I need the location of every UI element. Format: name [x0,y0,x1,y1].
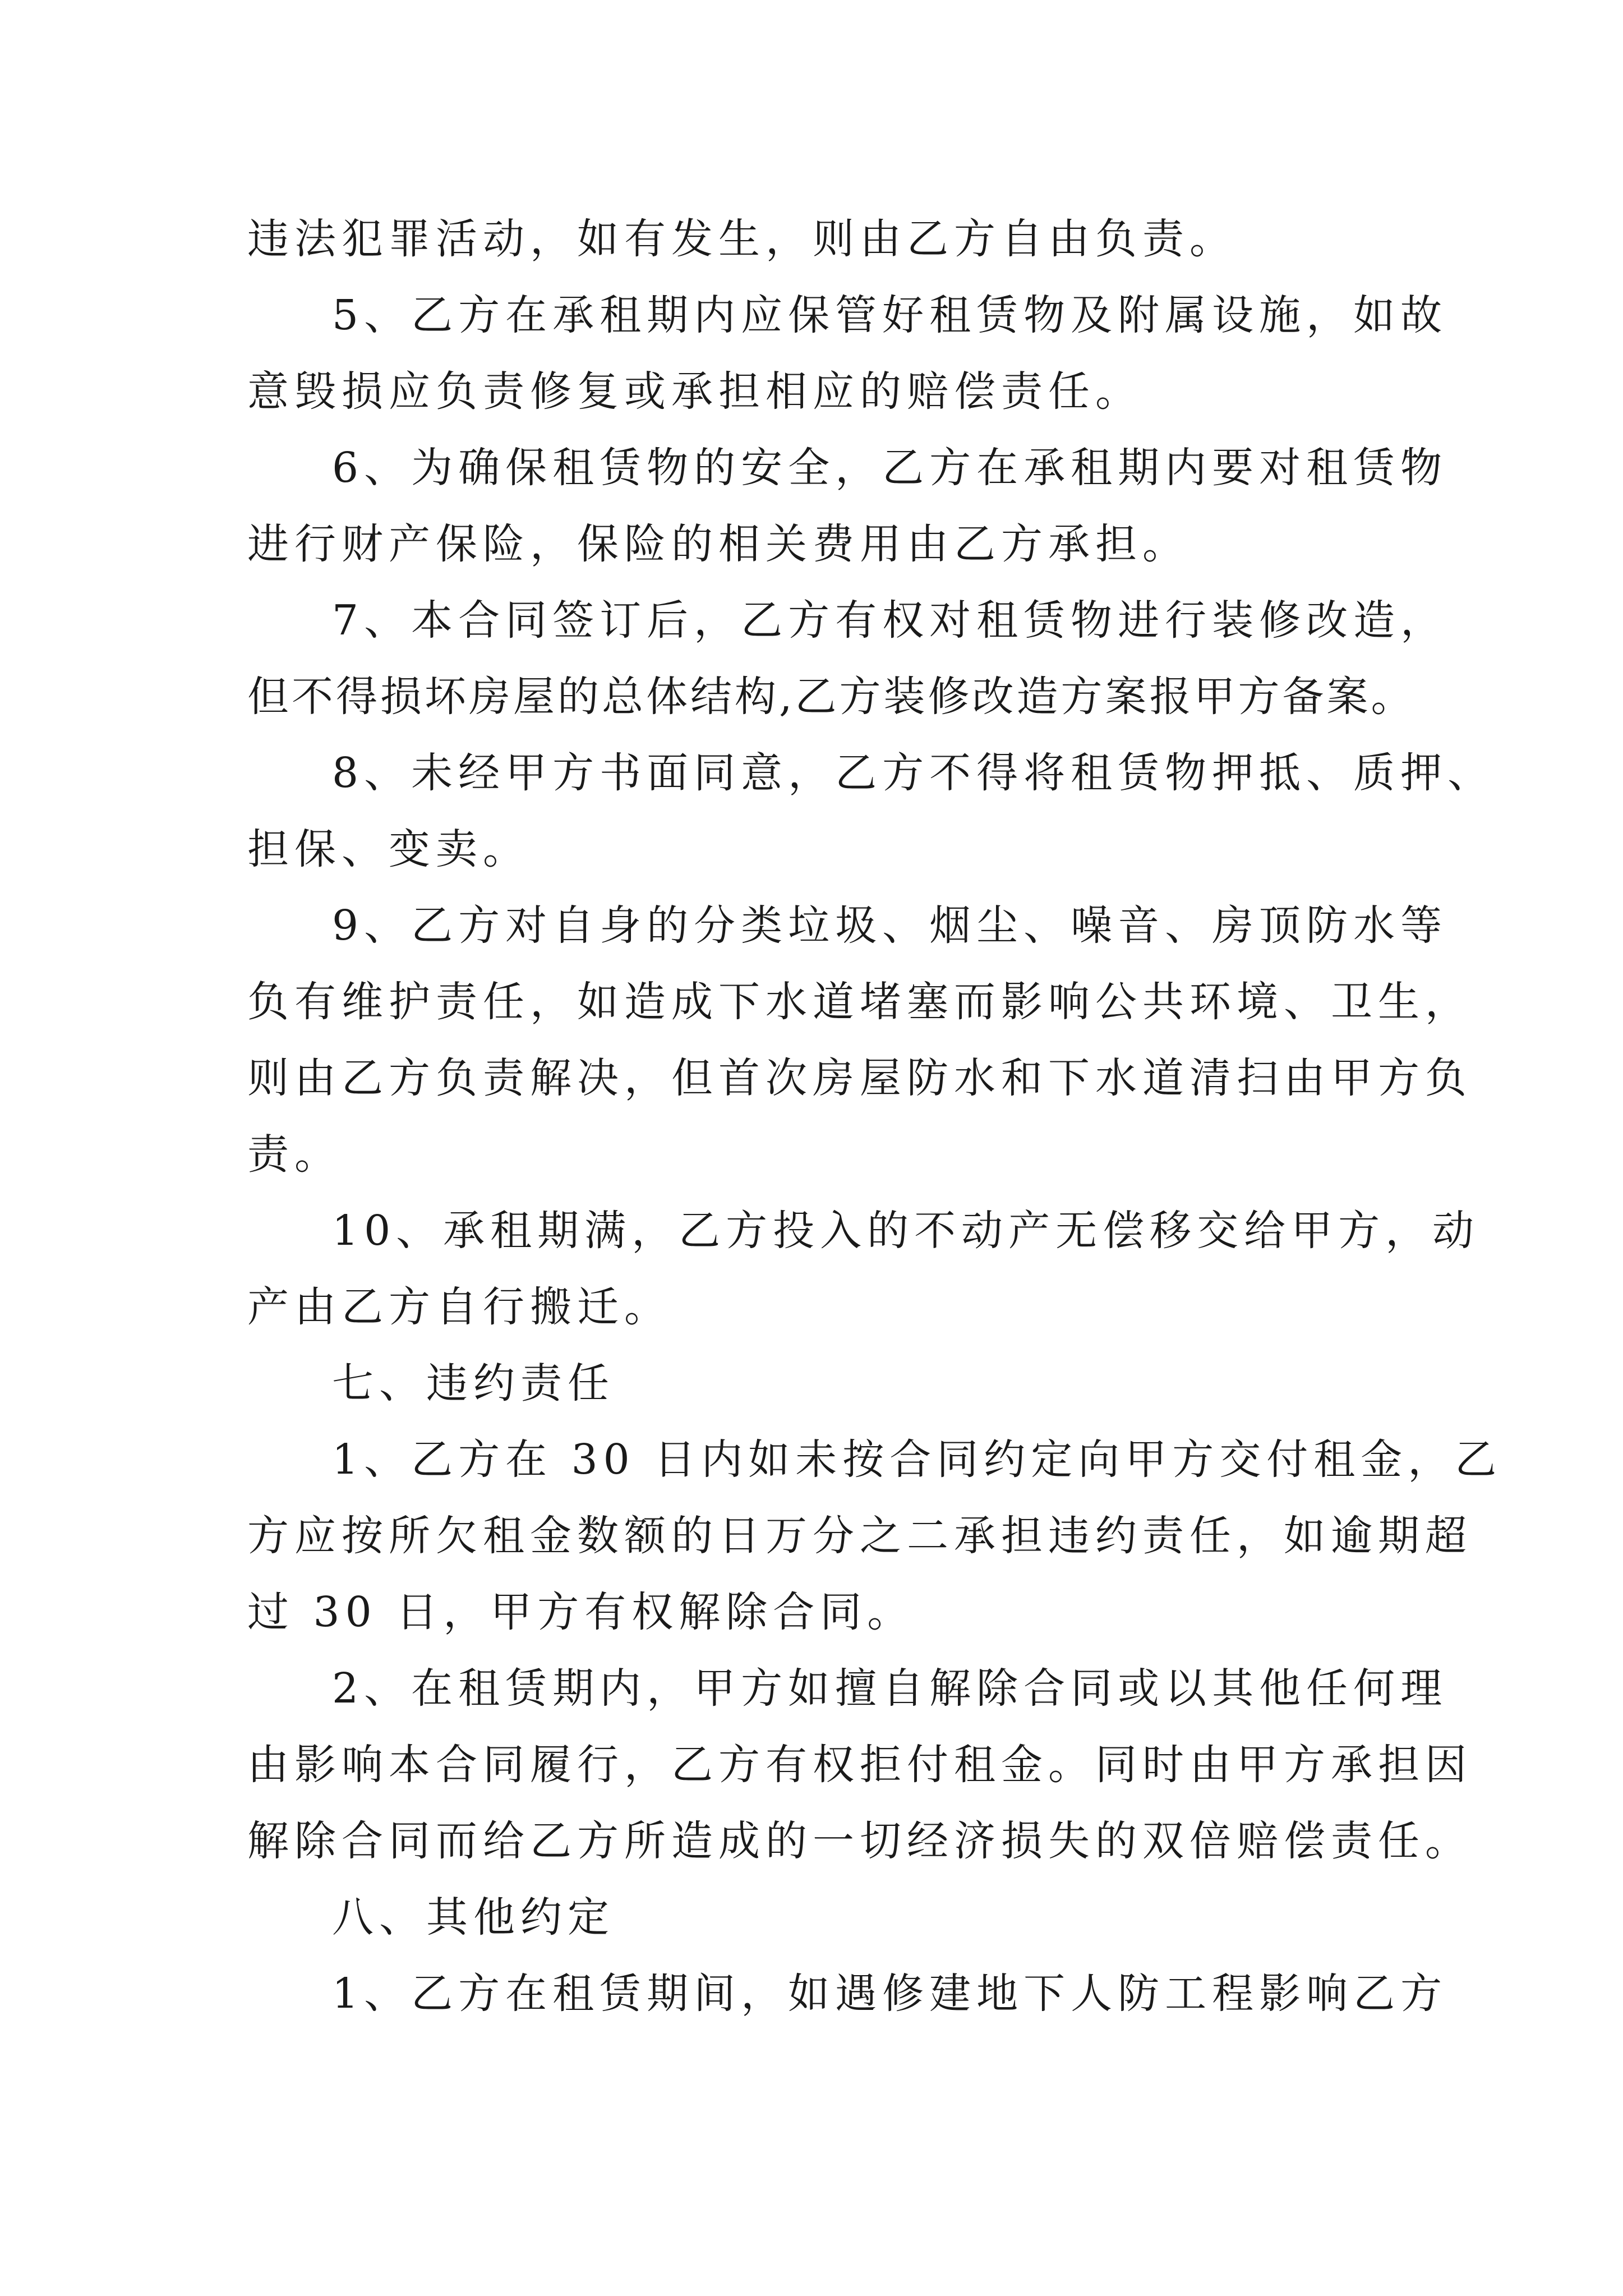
text-line: 但不得损坏房屋的总体结构,乙方装修改造方案报甲方备案。 [247,673,1415,721]
text-line: 7、本合同签订后，乙方有权对租赁物进行装修改造， [332,596,1448,645]
text-line: 2、在租赁期内，甲方如擅自解除合同或以其他任何理 [332,1664,1448,1713]
text-line: 产由乙方自行搬迁。 [247,1283,671,1331]
text-line: 违法犯罪活动，如有发生，则由乙方自由负责。 [247,215,1237,263]
text-line: 进行财产保险，保险的相关费用由乙方承担。 [247,520,1189,568]
text-line: 过 30 日，甲方有权解除合同。 [247,1588,915,1636]
text-line: 解除合同而给乙方所造成的一切经济损失的双倍赔偿责任。 [247,1817,1472,1865]
text-line: 1、乙方在 30 日内如未按合同约定向甲方交付租金，乙 [332,1435,1502,1484]
text-line: 则由乙方负责解决，但首次房屋防水和下水道清扫由甲方负 [247,1054,1472,1102]
text-line: 1、乙方在租赁期间，如遇修建地下人防工程影响乙方 [332,1970,1448,2018]
text-line: 10、承租期满，乙方投入的不动产无偿移交给甲方，动 [332,1207,1480,1255]
text-line: 责。 [247,1130,342,1179]
text-line: 意毁损应负责修复或承担相应的赔偿责任。 [247,367,1142,416]
text-line: 由影响本合同履行，乙方有权拒付租金。同时由甲方承担因 [247,1741,1472,1789]
text-line: 5、乙方在承租期内应保管好租赁物及附属设施，如故 [332,291,1448,339]
section-heading: 七、违约责任 [332,1359,615,1407]
document-body [247,201,1502,2032]
text-line: 方应按所欠租金数额的日万分之二承担违约责任，如逾期超 [247,1512,1472,1560]
text-line: 9、乙方对自身的分类垃圾、烟尘、噪音、房顶防水等 [332,901,1448,950]
text-line: 8、未经甲方书面同意，乙方不得将租赁物押抵、质押、 [332,749,1495,797]
text-line: 负有维护责任，如造成下水道堵塞而影响公共环境、卫生， [247,978,1472,1026]
text-line: 担保、变卖。 [247,825,530,873]
section-heading: 八、其他约定 [332,1893,615,1941]
text-line: 6、为确保租赁物的安全，乙方在承租期内要对租赁物 [332,444,1448,492]
